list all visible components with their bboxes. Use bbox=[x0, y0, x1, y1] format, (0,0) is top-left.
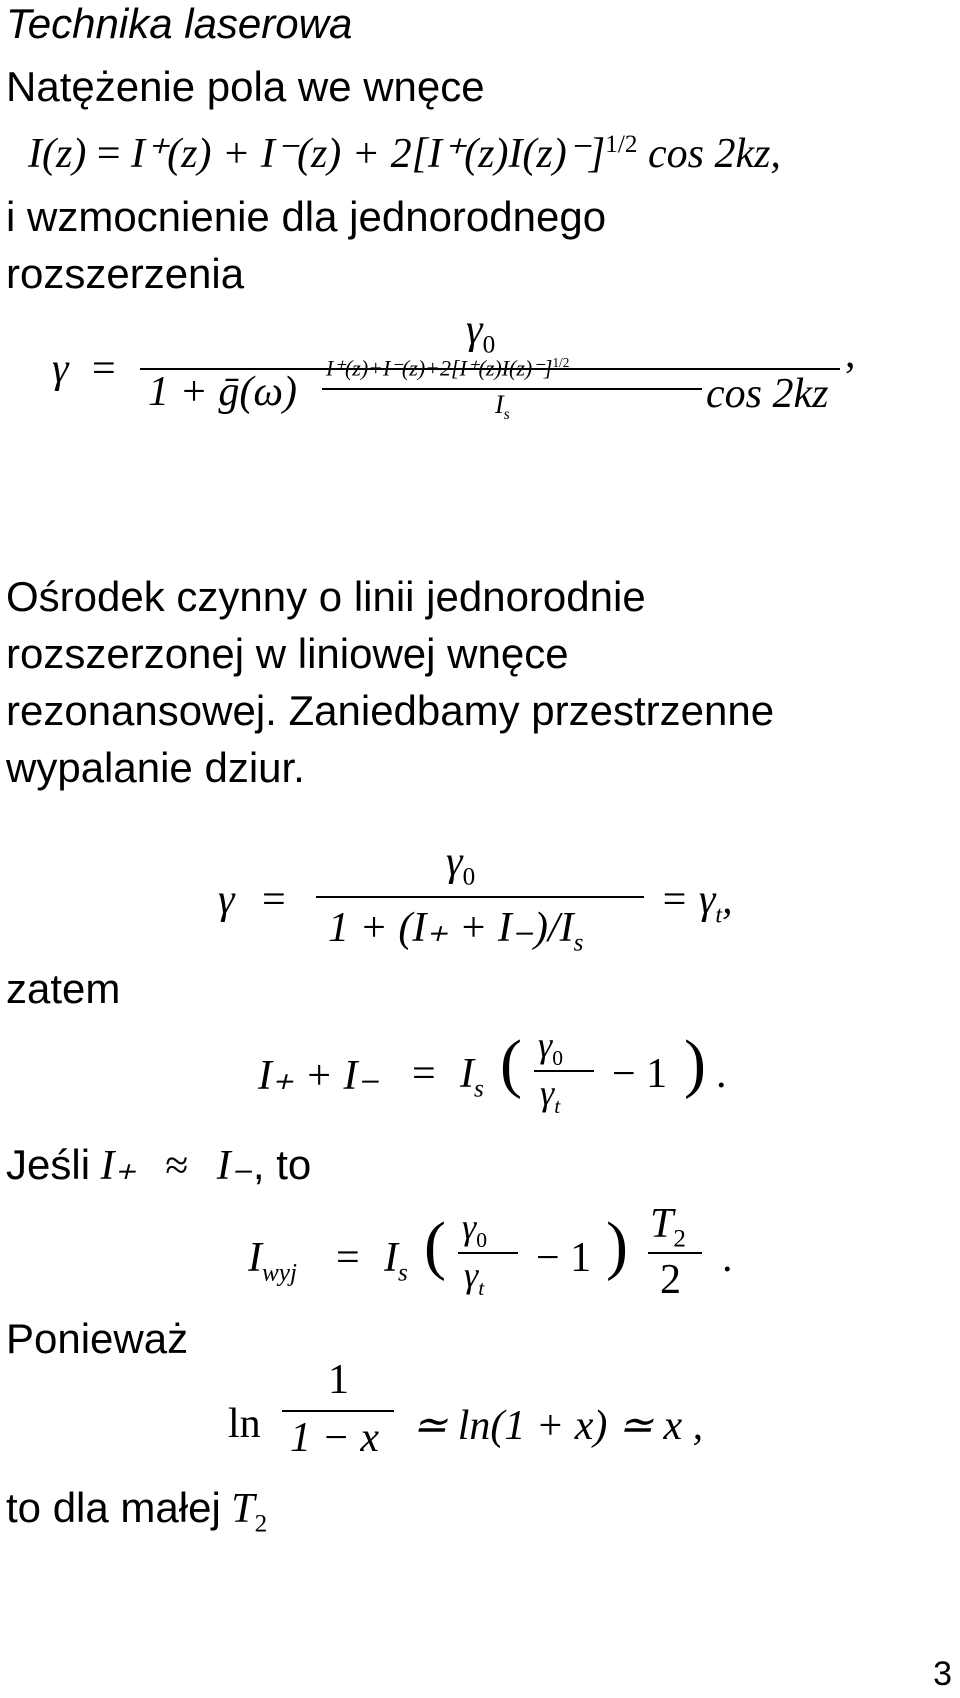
slide-title: Technika laserowa bbox=[6, 0, 353, 47]
last-line-var: $T_2$ bbox=[231, 1486, 268, 1538]
para2-line3: rezonansowej. Zaniedbamy przestrzenne bbox=[6, 687, 775, 734]
eq3-fraction-bar bbox=[316, 896, 644, 898]
eq2-equals: = bbox=[92, 346, 116, 392]
eq3-equals: = bbox=[262, 877, 286, 923]
eq2-lhs: γ bbox=[52, 346, 69, 392]
eq4-dot: . bbox=[716, 1051, 727, 1097]
eq2-comma: , bbox=[845, 331, 856, 377]
para1-line1: i wzmocnienie dla jednorodnego bbox=[6, 193, 607, 240]
jesli-a: I₊ bbox=[100, 1143, 137, 1189]
eq5-right-paren: ) bbox=[606, 1209, 628, 1282]
eq6-rest: ≃ ln(1 + x) ≃ x , bbox=[412, 1403, 704, 1449]
eq5-numerator: $\gamma_0$ bbox=[462, 1207, 487, 1253]
eq4-left-paren: ( bbox=[500, 1027, 522, 1100]
jesli-suffix: , to bbox=[252, 1141, 312, 1188]
page-number: 3 bbox=[933, 1655, 952, 1693]
eq5-denominator: $\gamma_t$ bbox=[464, 1255, 485, 1301]
equation-field-intensity bbox=[28, 128, 781, 178]
eq5-dot: . bbox=[722, 1235, 733, 1281]
poniewaz-label: Ponieważ bbox=[6, 1315, 189, 1362]
eq5-lhs: $I_{wyj}$ bbox=[248, 1235, 297, 1287]
jesli-b: I₋ bbox=[216, 1143, 253, 1189]
eq5-t2-bar bbox=[648, 1252, 702, 1254]
eq2-den-b: cos 2kz bbox=[706, 371, 829, 417]
eq1-exponent: 1/2 bbox=[605, 131, 638, 158]
eq5-equals: = bbox=[336, 1235, 360, 1281]
eq2-inner-denominator: $I_s$ bbox=[495, 390, 510, 424]
last-line-text: to dla małej bbox=[6, 1484, 221, 1531]
eq4-minus-one: − 1 bbox=[612, 1051, 668, 1097]
eq1-lhs: I(z) bbox=[28, 131, 87, 177]
heading: Natężenie pola we wnęce bbox=[6, 63, 485, 110]
jesli-prefix: Jeśli bbox=[6, 1141, 91, 1188]
eq1-tail: cos 2kz, bbox=[647, 131, 781, 177]
eq6-denominator: 1 − x bbox=[290, 1415, 379, 1461]
para1-line2: rozszerzenia bbox=[6, 250, 245, 297]
eq1-rhs: I⁺(z) + I⁻(z) + 2[I⁺(z)I(z)⁻] bbox=[131, 131, 606, 177]
para2-line1: Ośrodek czynny o linii jednorodnie bbox=[6, 573, 646, 620]
jesli-approx: ≈ bbox=[165, 1143, 189, 1189]
para2-line4: wypalanie dziur. bbox=[6, 744, 305, 791]
eq3-numerator: $\gamma_0$ bbox=[446, 839, 476, 891]
eq3-denominator: $1 + (I_+ + I_-)/I_s$ bbox=[328, 905, 584, 957]
zatem-label: zatem bbox=[6, 965, 121, 1012]
last-line bbox=[6, 1484, 267, 1538]
eq3-rhs: = $\gamma_t$, bbox=[660, 877, 733, 929]
eq2-inner-numerator: $I^+(z)+I^-(z)+2[I^+(z)I(z)^-]^{1/2}$ bbox=[326, 355, 570, 381]
eq4-right-paren: ) bbox=[684, 1027, 706, 1100]
eq4-equals: = bbox=[412, 1051, 436, 1097]
eq6-numerator: 1 bbox=[328, 1357, 349, 1403]
eq6-fraction-bar bbox=[282, 1410, 394, 1412]
eq5-t2-numerator: $T_2$ bbox=[650, 1201, 686, 1253]
eq5-minus-one: − 1 bbox=[536, 1235, 592, 1281]
eq2-inner-bar bbox=[322, 388, 702, 390]
eq3-lhs: γ bbox=[218, 877, 235, 923]
eq2-den-a: 1 + ḡ(ω) bbox=[148, 369, 297, 415]
eq4-denominator: $\gamma_t$ bbox=[540, 1073, 561, 1119]
eq4-lhs: I₊ + I₋ bbox=[258, 1053, 380, 1099]
eq1-equals: = bbox=[96, 131, 121, 177]
eq5-is: $I_s$ bbox=[384, 1235, 408, 1287]
eq6-ln: ln bbox=[228, 1401, 261, 1447]
eq5-t2-denominator: 2 bbox=[660, 1257, 681, 1303]
eq5-left-paren: ( bbox=[424, 1209, 446, 1282]
para2-line2: rozszerzonej w liniowej wnęce bbox=[6, 630, 569, 677]
eq2-numerator: $\gamma_0$ bbox=[466, 307, 496, 359]
jesli-line bbox=[6, 1140, 311, 1190]
eq4-is: $I_s$ bbox=[460, 1051, 484, 1103]
eq4-numerator: $\gamma_0$ bbox=[538, 1025, 563, 1071]
